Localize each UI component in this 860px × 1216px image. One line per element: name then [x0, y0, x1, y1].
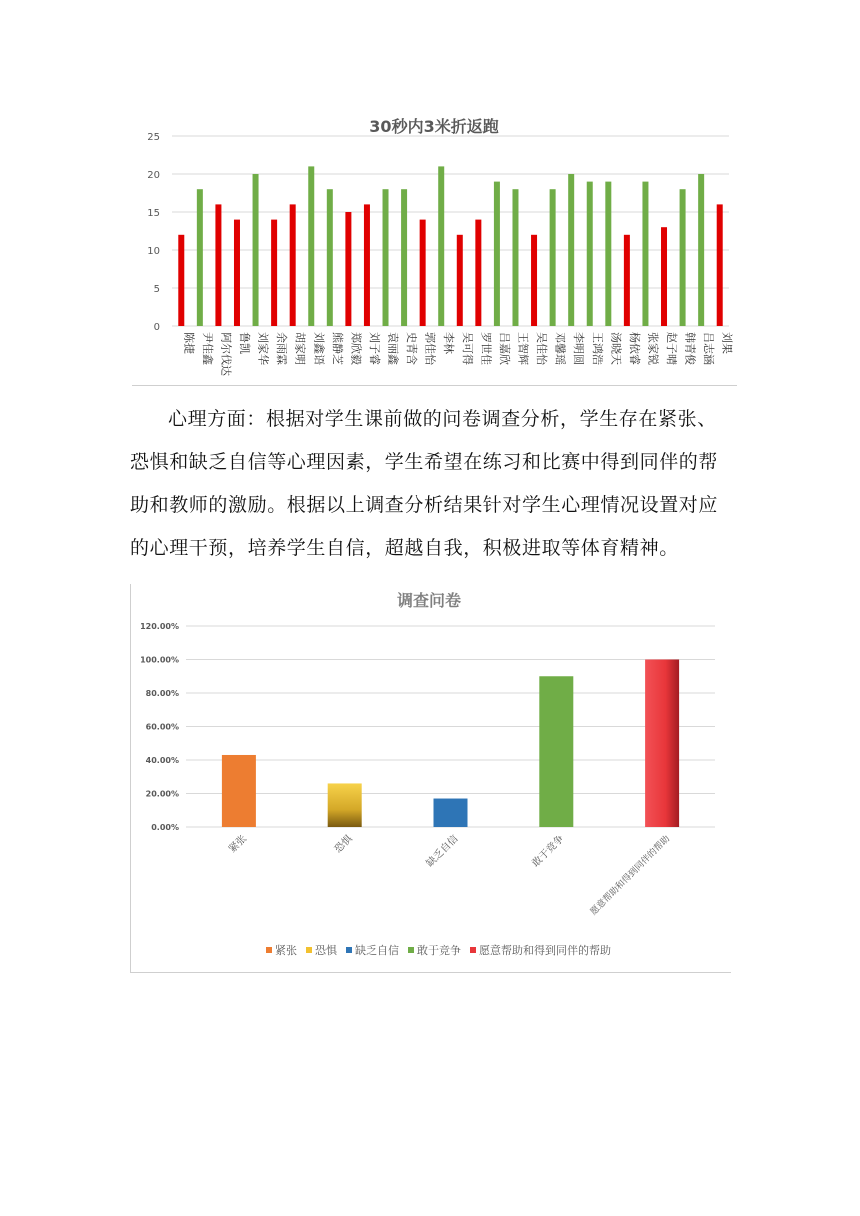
legend-swatch	[266, 947, 272, 953]
x-tick-label: 恐惧	[332, 833, 355, 856]
bar	[457, 235, 463, 326]
legend-label: 愿意帮助和得到同伴的帮助	[479, 944, 611, 957]
x-tick-label: 赵子晴	[665, 332, 679, 365]
bar	[253, 174, 259, 326]
x-tick-label: 敢于竞争	[530, 833, 567, 870]
bar	[345, 212, 351, 326]
x-tick-label: 吴佳怡	[535, 332, 549, 365]
bar	[234, 220, 240, 326]
bar	[438, 166, 444, 326]
x-tick-label: 愿意帮助和得到同伴的帮助	[588, 834, 673, 918]
x-tick-label: 汤晓天	[609, 332, 623, 365]
x-tick-label: 缺乏自信	[424, 833, 461, 870]
x-tick-label: 韩青俊	[683, 332, 697, 365]
bar	[605, 182, 611, 326]
bar	[364, 204, 370, 326]
bar	[698, 174, 704, 326]
bar	[642, 182, 648, 326]
y-tick-label: 20.00%	[145, 789, 179, 799]
bar	[587, 182, 593, 326]
x-tick-label: 罗世佳	[479, 332, 493, 365]
bar	[271, 220, 277, 326]
y-tick-label: 5	[153, 284, 160, 295]
legend-label: 恐惧	[315, 944, 337, 957]
x-tick-label: 吕嘉欣	[497, 332, 511, 365]
bar	[475, 220, 481, 326]
x-tick-label: 阿尔伐达	[219, 332, 233, 376]
y-tick-label: 100.00%	[140, 655, 179, 665]
y-tick-label: 15	[147, 208, 160, 219]
y-tick-label: 80.00%	[145, 689, 179, 698]
bar	[327, 189, 333, 326]
bar	[420, 220, 426, 326]
legend-swatch	[346, 947, 352, 953]
x-tick-label: 刘家华	[256, 332, 270, 365]
x-tick-label: 刘子睿	[367, 332, 381, 365]
x-tick-label: 鲁凯	[237, 332, 251, 354]
x-tick-label: 史青含	[405, 332, 419, 365]
x-tick-label: 陈捷	[182, 332, 196, 354]
y-tick-label: 10	[147, 246, 160, 257]
x-tick-label: 紧张	[227, 833, 250, 856]
bar	[434, 799, 468, 827]
bar	[197, 189, 203, 326]
x-tick-label: 李明圆	[572, 332, 586, 365]
survey-chart-svg	[131, 584, 731, 972]
bar	[215, 204, 221, 326]
chart-title: 调查问卷	[396, 591, 462, 610]
x-tick-label: 郭佳怡	[423, 332, 437, 365]
x-tick-label: 胡家明	[293, 332, 307, 365]
bar	[661, 227, 667, 326]
legend-swatch	[470, 947, 476, 953]
y-tick-label: 20	[147, 170, 160, 181]
psychology-paragraph: 心理方面：根据对学生课前做的问卷调查分析，学生存在紧张、恐惧和缺乏自信等心理因素，学生希望在练习和比赛中得到同伴的帮助和教师的激励。根据以上调查分析结果针对学生心理情况设置对应的心理干预，培养学生自信，超越自我，积极进取等体育精神。	[130, 408, 719, 559]
y-tick-label: 120.00%	[140, 622, 179, 631]
bar	[624, 235, 630, 326]
x-tick-label: 吕志涵	[702, 332, 716, 365]
y-tick-label: 40.00%	[145, 756, 179, 765]
bar	[531, 235, 537, 326]
x-tick-label: 王鸿浩	[590, 332, 604, 365]
y-tick-label: 0	[153, 322, 160, 333]
bar	[568, 174, 574, 326]
legend-label: 敢于竞争	[417, 944, 461, 957]
bar	[512, 189, 518, 326]
bar	[222, 755, 256, 827]
bar	[383, 189, 389, 326]
bar	[550, 189, 556, 326]
x-tick-label: 刘果	[720, 332, 734, 354]
survey-chart	[130, 584, 731, 973]
legend-label: 紧张	[275, 944, 297, 957]
legend-swatch	[306, 947, 312, 953]
bar	[494, 182, 500, 326]
legend-swatch	[408, 947, 414, 953]
bar	[401, 189, 407, 326]
bar	[645, 660, 679, 828]
y-tick-label: 25	[147, 132, 160, 143]
x-tick-label: 尹佳鑫	[200, 332, 214, 365]
bar	[308, 166, 314, 326]
x-tick-label: 杨依睿	[627, 332, 641, 365]
x-tick-label: 熊静芝	[330, 332, 344, 365]
x-tick-label: 刘鑫语	[312, 332, 326, 365]
bar	[328, 783, 362, 827]
legend-label: 缺乏自信	[355, 944, 399, 957]
x-tick-label: 袁丽鑫	[386, 332, 400, 365]
x-tick-label: 张家锐	[646, 332, 660, 365]
x-tick-label: 余雨霖	[275, 332, 289, 365]
running-chart-svg	[132, 108, 737, 385]
y-tick-label: 60.00%	[145, 722, 179, 732]
x-tick-label: 吴可得	[460, 332, 474, 365]
bar	[680, 189, 686, 326]
bar	[178, 235, 184, 326]
bar	[717, 204, 723, 326]
y-tick-label: 0.00%	[151, 823, 179, 832]
x-tick-label: 王智辉	[516, 332, 530, 365]
x-tick-label: 李林	[442, 332, 456, 354]
running-chart	[132, 108, 737, 386]
bar	[290, 204, 296, 326]
chart-title: 30秒内3米折返跑	[369, 117, 499, 136]
x-tick-label: 郑欣毅	[349, 332, 363, 365]
x-tick-label: 邓馨瑶	[553, 332, 567, 365]
bar	[539, 676, 573, 827]
